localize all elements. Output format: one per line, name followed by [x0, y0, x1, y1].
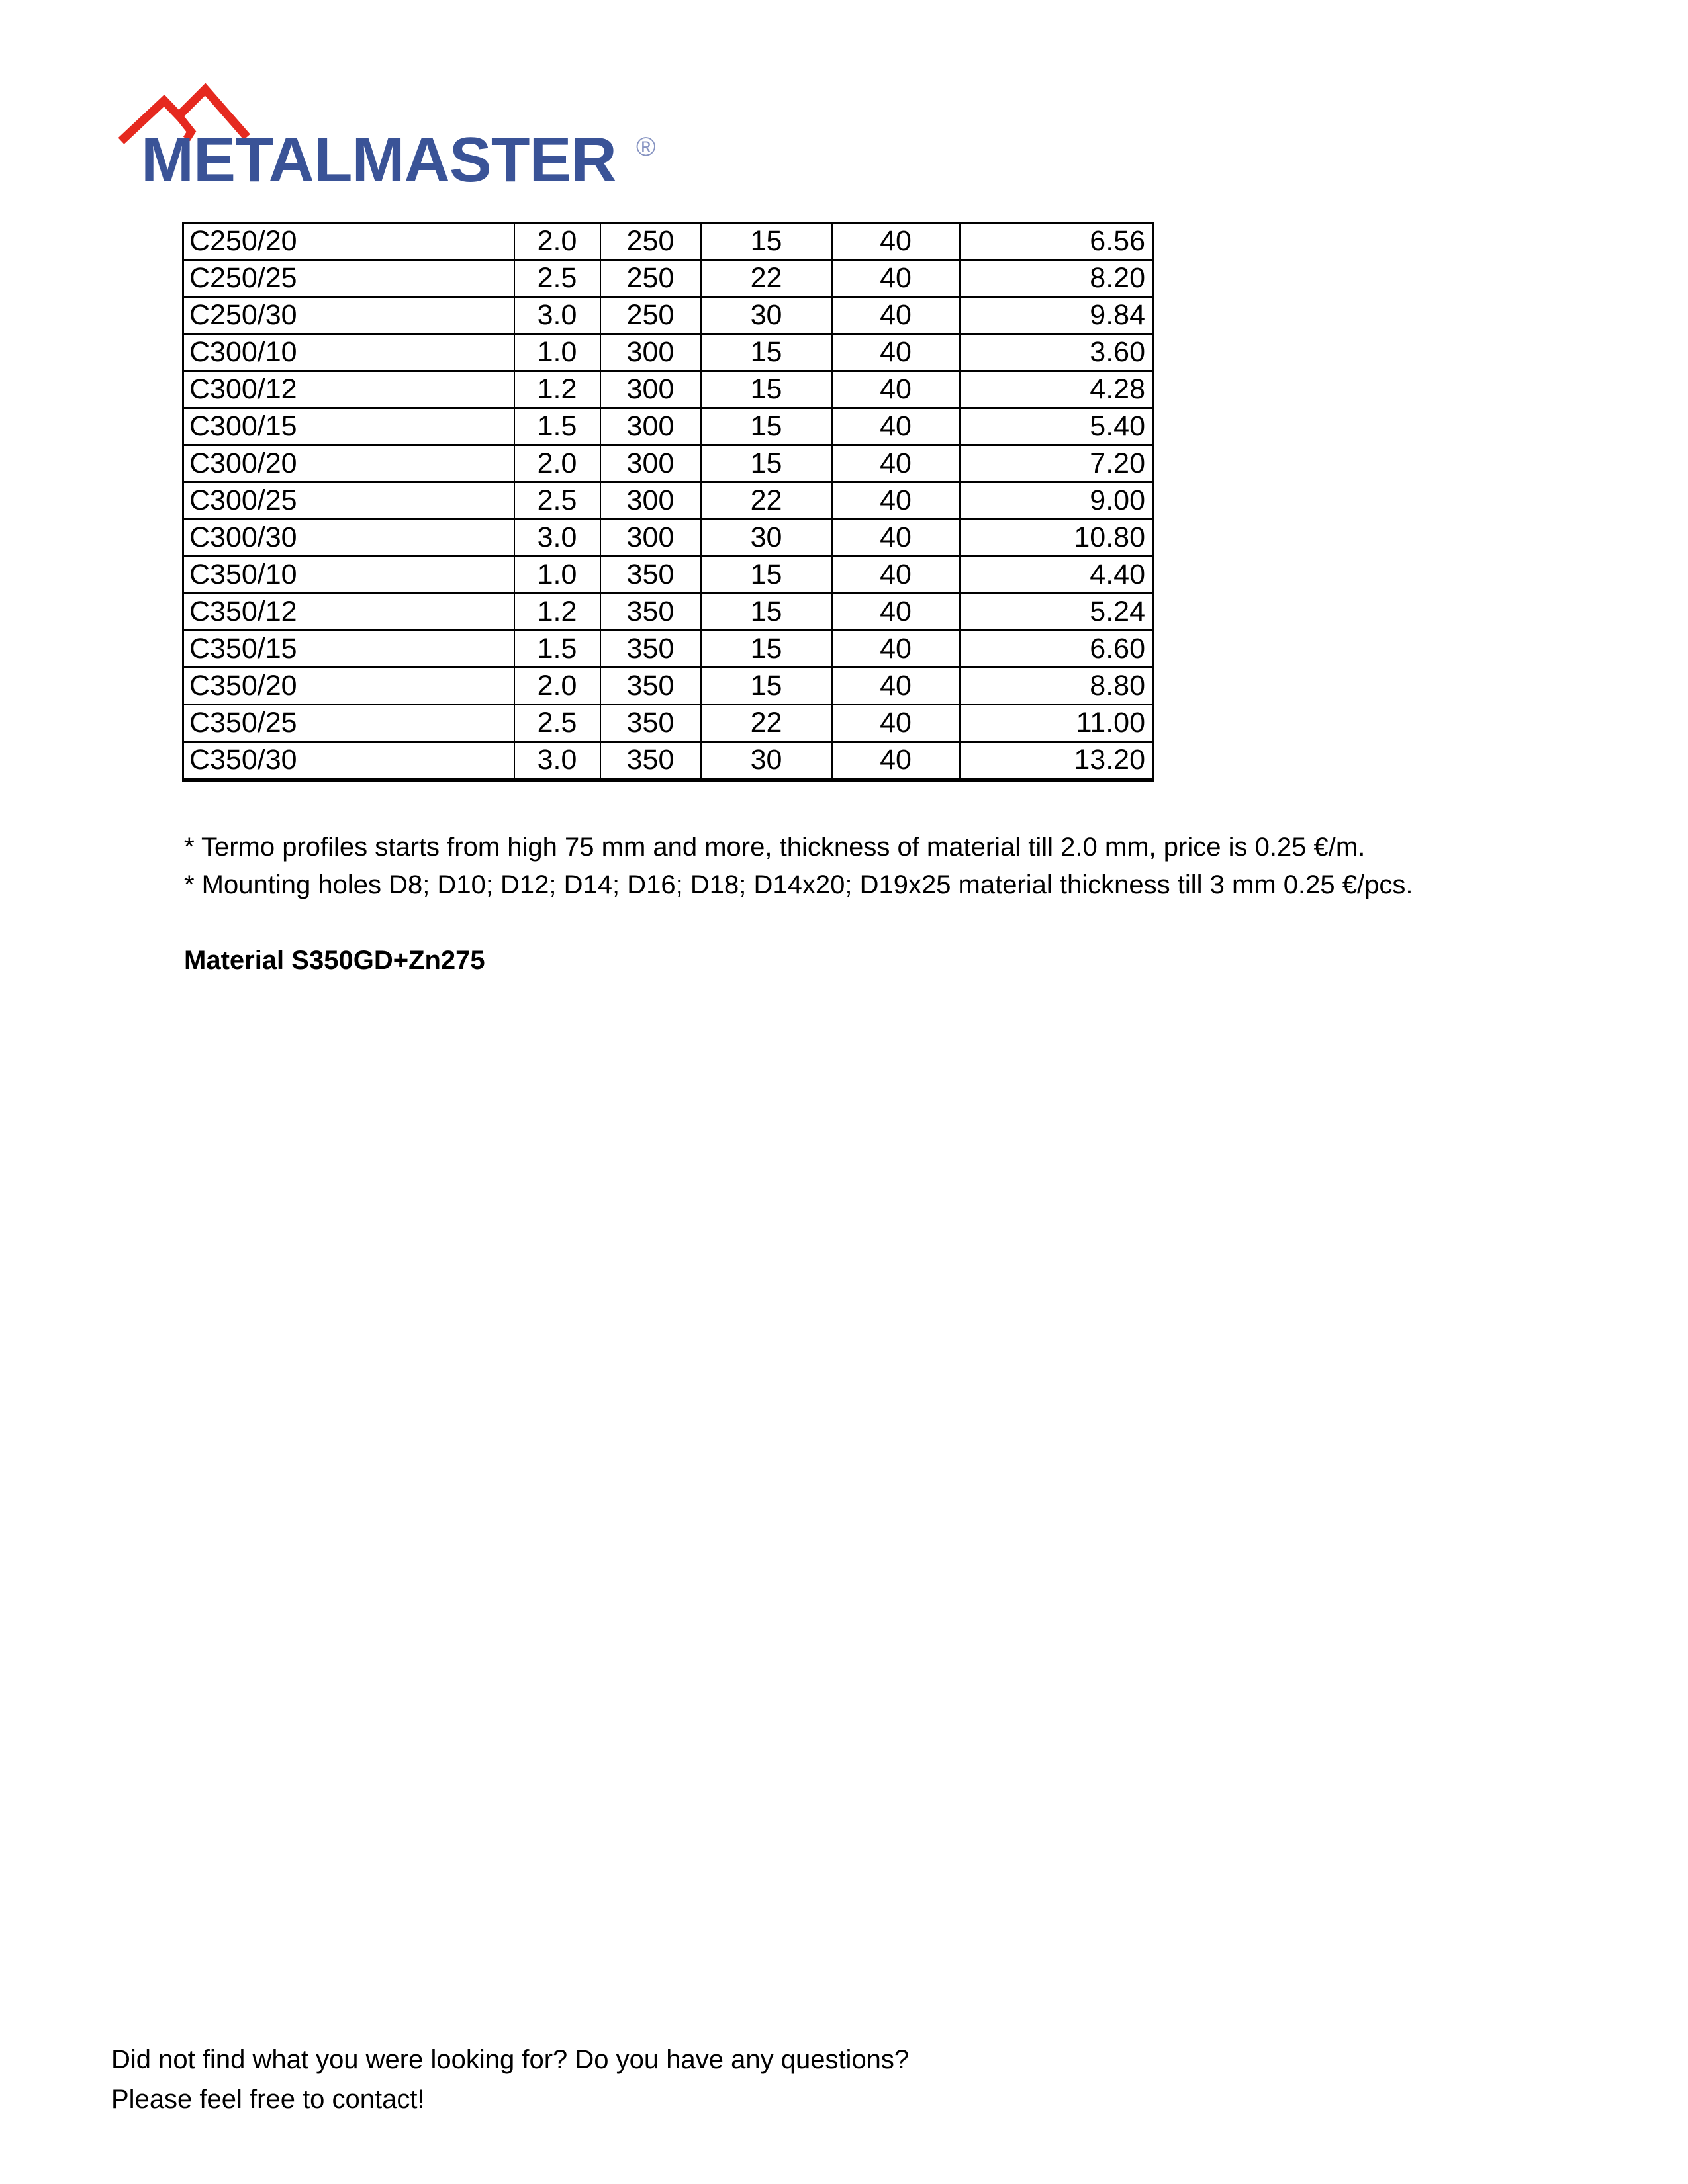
table-cell: 2.5	[514, 482, 600, 520]
footer	[111, 2040, 909, 2119]
table-cell: 9.84	[960, 297, 1153, 334]
table-cell: 2.5	[514, 705, 600, 742]
notes	[184, 829, 1413, 904]
table-cell: 15	[701, 557, 832, 594]
table-cell: 2.0	[514, 668, 600, 705]
table-cell: 300	[600, 334, 701, 371]
table-cell: 3.60	[960, 334, 1153, 371]
table-cell: 15	[701, 223, 832, 260]
table-cell: 15	[701, 445, 832, 482]
table-cell: 40	[832, 520, 960, 557]
table-cell: 13.20	[960, 742, 1153, 780]
table-cell: 2.0	[514, 445, 600, 482]
table-cell: 2.0	[514, 223, 600, 260]
table-cell: 7.20	[960, 445, 1153, 482]
footer-line: Did not find what you were looking for? Do you have any questions?	[111, 2045, 910, 2074]
table-cell: 6.60	[960, 631, 1153, 668]
table-cell: C250/30	[183, 297, 514, 334]
table-cell: 9.00	[960, 482, 1153, 520]
table-row	[183, 445, 1153, 482]
table-row	[183, 631, 1153, 668]
table-row	[183, 594, 1153, 631]
registered-mark-icon: ®	[636, 132, 656, 161]
table-cell: 40	[832, 260, 960, 297]
table-cell: 30	[701, 742, 832, 780]
footer-line: Please feel free to contact!	[111, 2085, 425, 2114]
table-cell: 15	[701, 631, 832, 668]
table-cell: 40	[832, 482, 960, 520]
price-table	[182, 222, 1154, 782]
table-cell: 4.28	[960, 371, 1153, 408]
table-cell: 40	[832, 445, 960, 482]
table-cell: 300	[600, 445, 701, 482]
table-cell: 1.0	[514, 334, 600, 371]
table-cell: 250	[600, 223, 701, 260]
metalmaster-logo	[109, 78, 731, 207]
table-row	[183, 742, 1153, 780]
note-line: * Termo profiles starts from high 75 mm and more, thickness of material till 2.0 mm, price is 0.25 €/m.	[184, 833, 1366, 862]
table-cell: 1.2	[514, 371, 600, 408]
table-cell: 15	[701, 668, 832, 705]
table-row	[183, 408, 1153, 445]
table-cell: 15	[701, 594, 832, 631]
table-row	[183, 668, 1153, 705]
table-row	[183, 297, 1153, 334]
material-note: Material S350GD+Zn275	[184, 946, 485, 975]
table-cell: C300/12	[183, 371, 514, 408]
table-cell: 15	[701, 408, 832, 445]
table-cell: 5.24	[960, 594, 1153, 631]
table-cell: 40	[832, 334, 960, 371]
table-cell: 40	[832, 557, 960, 594]
table-cell: 40	[832, 408, 960, 445]
table-cell: 350	[600, 705, 701, 742]
table-cell: 8.20	[960, 260, 1153, 297]
table-cell: 30	[701, 297, 832, 334]
brand-text: METALMASTER	[141, 124, 616, 195]
table-cell: 350	[600, 742, 701, 780]
table-cell: C350/25	[183, 705, 514, 742]
table-cell: 4.40	[960, 557, 1153, 594]
table-row	[183, 705, 1153, 742]
table-row	[183, 520, 1153, 557]
table-cell: 350	[600, 557, 701, 594]
table-cell: C350/30	[183, 742, 514, 780]
table-cell: 300	[600, 520, 701, 557]
table-cell: 22	[701, 705, 832, 742]
table-cell: C250/25	[183, 260, 514, 297]
table-cell: 40	[832, 631, 960, 668]
table-cell: C300/15	[183, 408, 514, 445]
table-cell: 40	[832, 668, 960, 705]
table-cell: 300	[600, 371, 701, 408]
table-cell: 3.0	[514, 297, 600, 334]
table-cell: 11.00	[960, 705, 1153, 742]
table-cell: 40	[832, 594, 960, 631]
table-cell: 8.80	[960, 668, 1153, 705]
table-cell: 40	[832, 297, 960, 334]
table-cell: 250	[600, 260, 701, 297]
table-cell: 30	[701, 520, 832, 557]
table-cell: 3.0	[514, 742, 600, 780]
table-cell: C300/20	[183, 445, 514, 482]
table-cell: C350/12	[183, 594, 514, 631]
table-cell: 15	[701, 334, 832, 371]
table-cell: 300	[600, 482, 701, 520]
table-row	[183, 260, 1153, 297]
table-cell: 40	[832, 371, 960, 408]
table-cell: 40	[832, 223, 960, 260]
table-cell: 1.2	[514, 594, 600, 631]
table-cell: 1.5	[514, 631, 600, 668]
table-row	[183, 371, 1153, 408]
table-cell: C300/25	[183, 482, 514, 520]
table-cell: C300/10	[183, 334, 514, 371]
table-cell: 40	[832, 705, 960, 742]
table-row	[183, 334, 1153, 371]
table-cell: 3.0	[514, 520, 600, 557]
table-cell: 15	[701, 371, 832, 408]
table-cell: 40	[832, 742, 960, 780]
table-cell: 22	[701, 482, 832, 520]
table-cell: 2.5	[514, 260, 600, 297]
table-cell: 350	[600, 594, 701, 631]
table-cell: 1.0	[514, 557, 600, 594]
note-line: * Mounting holes D8; D10; D12; D14; D16; D18; D14x20; D19x25 material thickness till 3 mm 0.25 €/pcs.	[184, 870, 1413, 899]
table-row	[183, 223, 1153, 260]
table-cell: 6.56	[960, 223, 1153, 260]
table-cell: 10.80	[960, 520, 1153, 557]
price-table-body	[183, 223, 1153, 780]
table-cell: C350/15	[183, 631, 514, 668]
table-cell: 300	[600, 408, 701, 445]
table-cell: 250	[600, 297, 701, 334]
table-cell: 350	[600, 668, 701, 705]
table-cell: 350	[600, 631, 701, 668]
table-cell: 5.40	[960, 408, 1153, 445]
table-cell: C300/30	[183, 520, 514, 557]
table-row	[183, 557, 1153, 594]
table-cell: C350/10	[183, 557, 514, 594]
table-cell: 1.5	[514, 408, 600, 445]
table-cell: 22	[701, 260, 832, 297]
table-cell: C250/20	[183, 223, 514, 260]
table-row	[183, 482, 1153, 520]
table-cell: C350/20	[183, 668, 514, 705]
